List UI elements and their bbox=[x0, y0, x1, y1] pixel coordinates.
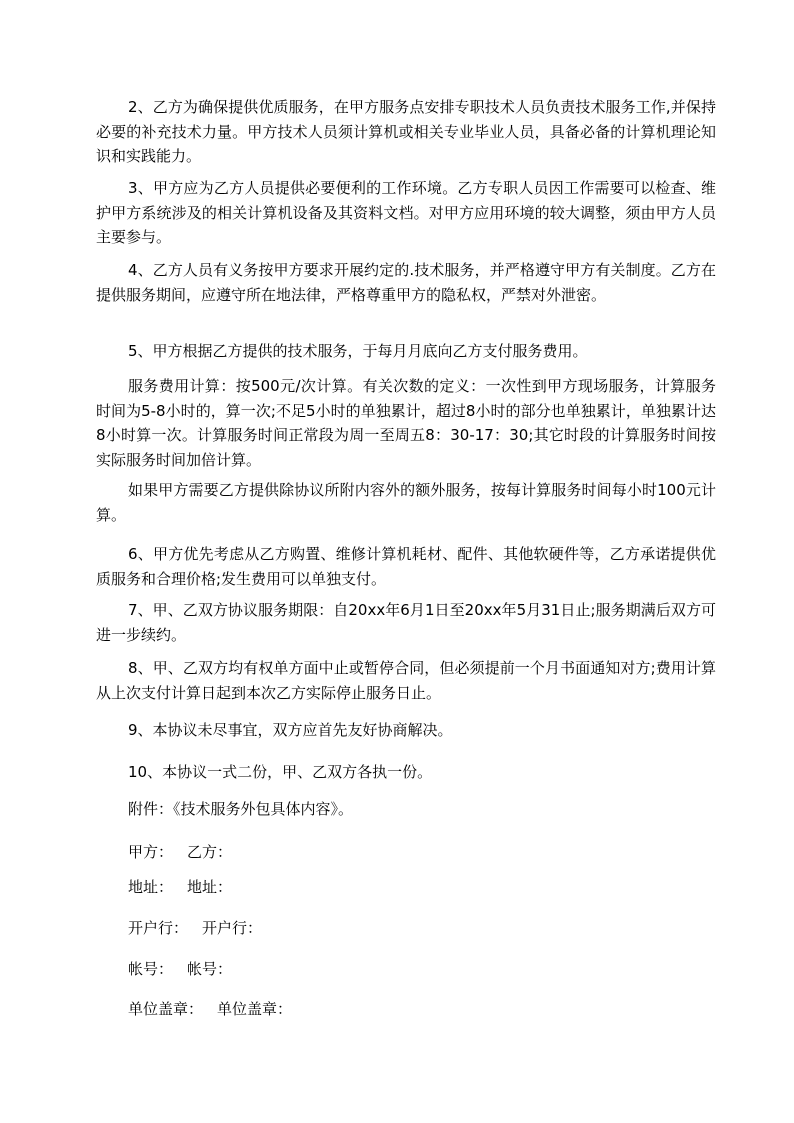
clause-8: 8、甲、乙双方均有权单方面中止或暂停合同，但必须提前一个月书面通知对方;费用计算从上次支付计算日起到本次乙方实际停止服务日止。 bbox=[96, 659, 716, 702]
party-b-account-label: 帐号： bbox=[187, 960, 233, 978]
party-b-bank-label: 开户行： bbox=[202, 919, 263, 937]
clause-4: 4、乙方人员有义务按甲方要求开展约定的.技术服务，并严格遵守甲方有关制度。乙方在提供服务期间，应遵守所在地法律，严格尊重甲方的隐私权，严禁对外泄密。 bbox=[96, 261, 716, 304]
party-b-seal-label: 单位盖章： bbox=[217, 1000, 293, 1018]
extra-service-fee: 如果甲方需要乙方提供除协议所附内容外的额外服务，按每计算服务时间每小时100元计算。 bbox=[96, 481, 716, 524]
party-b-address-label: 地址： bbox=[187, 878, 233, 896]
fee-calculation: 服务费用计算：按500元/次计算。有关次数的定义：一次性到甲方现场服务，计算服务时间为5-8小时的，算一次;不足5小时的单独累计，超过8小时的部分也单独累计，单独累计达8小时算一次。计算服务时间正常段为周一至周五8：30-17：30;其它时段的计算服务时间按实际服务时间加倍计算。 bbox=[96, 377, 716, 469]
party-a-seal-label: 单位盖章： bbox=[128, 1000, 204, 1018]
signature-row-seal bbox=[96, 997, 716, 1022]
party-b-label: 乙方： bbox=[187, 843, 233, 861]
clause-2: 2、乙方为确保提供优质服务，在甲方服务点安排专职技术人员负责技术服务工作,并保持必要的补充技术力量。甲方技术人员须计算机或相关专业毕业人员，具备必备的计算机理论知识和实践能力。 bbox=[96, 98, 716, 165]
signature-row-account bbox=[96, 957, 716, 982]
clause-3: 3、甲方应为乙方人员提供必要便利的工作环境。乙方专职人员因工作需要可以检查、维护甲方系统涉及的相关计算机设备及其资料文档。对甲方应用环境的较大调整，须由甲方人员主要参与。 bbox=[96, 179, 716, 246]
clause-5: 5、甲方根据乙方提供的技术服务，于每月月底向乙方支付服务费用。 bbox=[128, 342, 588, 360]
party-a-address-label: 地址： bbox=[128, 878, 174, 896]
party-a-account-label: 帐号： bbox=[128, 960, 174, 978]
clause-7: 7、甲、乙双方协议服务期限：自20xx年6月1日至20xx年5月31日止;服务期满后双方可进一步续约。 bbox=[96, 601, 716, 644]
party-a-label: 甲方： bbox=[128, 843, 174, 861]
attachment-note: 附件：《技术服务外包具体内容》。 bbox=[128, 800, 354, 818]
signature-row-bank bbox=[96, 916, 716, 941]
clause-6: 6、甲方优先考虑从乙方购置、维修计算机耗材、配件、其他软硬件等，乙方承诺提供优质服务和合理价格;发生费用可以单独支付。 bbox=[96, 545, 716, 588]
signature-row-party bbox=[96, 840, 716, 865]
clause-9: 9、本协议未尽事宜，双方应首先友好协商解决。 bbox=[128, 721, 453, 739]
signature-row-address bbox=[96, 875, 716, 900]
party-a-bank-label: 开户行： bbox=[128, 919, 189, 937]
clause-10: 10、本协议一式二份，甲、乙双方各执一份。 bbox=[128, 763, 433, 781]
